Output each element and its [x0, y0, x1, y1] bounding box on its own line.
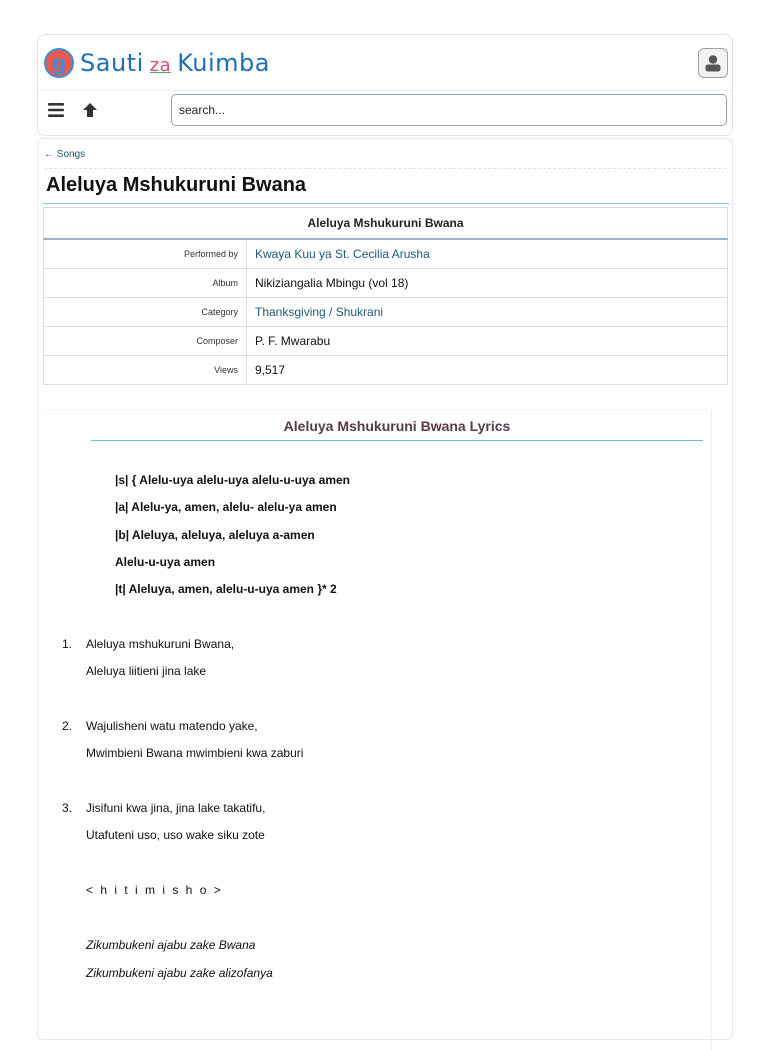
info-value: 9,517: [247, 356, 728, 385]
home-up-arrow-icon[interactable]: [82, 102, 98, 118]
ending-label: < h i t i m i s h o >: [86, 883, 223, 897]
chorus-line: |a| Alelu-ya, amen, alelu- alelu-ya amen: [115, 500, 337, 515]
chorus-block: [115, 472, 350, 608]
info-value: [247, 239, 728, 269]
info-caption-row: [44, 208, 728, 240]
info-label: Views: [44, 356, 247, 385]
info-label: Album: [44, 269, 247, 298]
verse-line: Mwimbieni Bwana mwimbieni kwa zaburi: [86, 746, 304, 760]
user-icon: [703, 53, 723, 73]
verse-number: 3.: [62, 801, 73, 815]
verse-number: 2.: [62, 719, 73, 733]
header-divider: [38, 90, 732, 91]
lyrics-divider: [91, 440, 703, 441]
menu-icon[interactable]: [48, 103, 64, 117]
performer-link[interactable]: Kwaya Kuu ya St. Cecilia Arusha: [255, 247, 430, 261]
header-bar: [37, 34, 733, 136]
chorus-line: |b| Aleluya, aleluya, aleluya a-amen: [115, 527, 315, 542]
lyrics-heading: Aleluya Mshukuruni Bwana Lyrics: [283, 418, 511, 434]
chorus-line: |s| { Alelu-uya alelu-uya alelu-u-uya amen: [115, 473, 351, 487]
title-divider: [43, 203, 729, 204]
info-row-composer: [44, 327, 728, 356]
info-label: Composer: [44, 327, 247, 356]
ending-line: Zikumbukeni ajabu zake alizofanya: [86, 966, 273, 980]
user-account-button[interactable]: [698, 48, 728, 78]
site-logo[interactable]: [44, 46, 270, 80]
breadcrumb-divider: [44, 168, 726, 169]
ending-line: Zikumbukeni ajabu zake Bwana: [86, 938, 256, 952]
info-row-performed-by: [44, 239, 728, 269]
verse-line: Utafuteni uso, uso wake siku zote: [86, 828, 265, 842]
info-row-album: [44, 269, 728, 298]
logo-text: [80, 49, 270, 77]
verse-line: Aleluya mshukuruni Bwana,: [86, 637, 235, 651]
song-card: [37, 138, 733, 1040]
logo-word-za: za: [149, 55, 172, 76]
logo-word-sauti: Sauti: [80, 49, 144, 77]
song-info-table: [43, 207, 728, 385]
lyrics-section: [43, 409, 712, 1050]
category-link[interactable]: Thanksgiving / Shukrani: [255, 305, 384, 319]
chorus-line: |t| Aleluya, amen, alelu-u-uya amen }* 2: [115, 582, 337, 596]
info-table-caption: Aleluya Mshukuruni Bwana: [44, 208, 728, 240]
info-value: [247, 298, 728, 327]
info-value: P. F. Mwarabu: [247, 327, 728, 356]
info-row-views: [44, 356, 728, 385]
info-row-category: [44, 298, 728, 327]
verse-line: Aleluya liitieni jina lake: [86, 664, 207, 678]
info-value: Nikiziangalia Mbingu (vol 18): [247, 269, 728, 298]
verse-line: Wajulisheni watu matendo yake,: [86, 719, 258, 733]
info-label: Category: [44, 298, 247, 327]
breadcrumb-songs-link[interactable]: ← Songs: [44, 149, 86, 160]
info-label: Performed by: [44, 239, 247, 269]
verse-number: 1.: [62, 637, 73, 651]
logo-badge-icon: g: [44, 48, 74, 78]
chorus-line: Alelu-u-uya amen: [115, 554, 216, 569]
search-input[interactable]: [171, 94, 727, 126]
verse-line: Jisifuni kwa jina, jina lake takatifu,: [86, 801, 266, 815]
logo-word-kuimba: Kuimba: [177, 49, 270, 77]
page-title: Aleluya Mshukuruni Bwana: [46, 174, 307, 196]
